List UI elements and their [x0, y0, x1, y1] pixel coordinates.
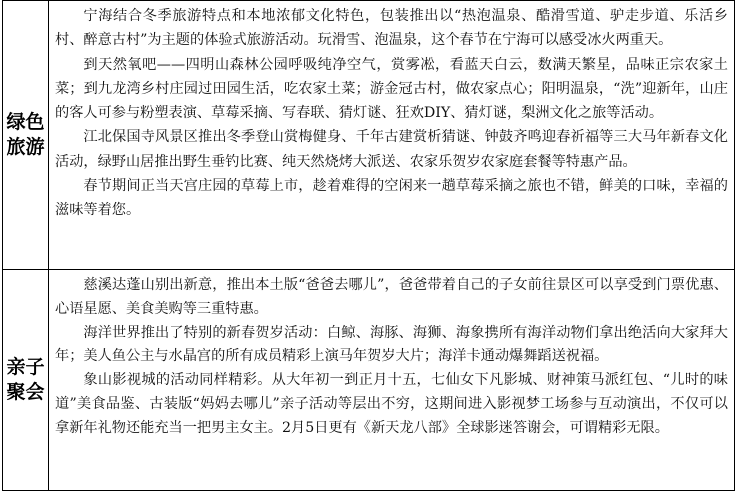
paragraph: 春节期间正当天宫庄园的草莓上市，趁着难得的空闲来一趟草莓采摘之旅也不错，鲜美的口味，幸福的滋味等着您。: [55, 178, 728, 219]
row-label-family-gathering: 亲子聚会: [6, 356, 45, 403]
table-row-green-tourism: [3, 1, 734, 270]
row-content-green-tourism: [55, 4, 728, 223]
table-row-family-gathering: [3, 270, 734, 490]
paragraph: 海洋世界推出了特别的新春贺岁活动：白鲸、海豚、海狮、海象携所有海洋动物们拿出绝活向大家拜大年；美人鱼公主与水晶宫的所有成员精彩上演马年贺岁大片；海洋卡通动爆舞蹈送祝福。: [55, 324, 728, 365]
paragraph: 宁海结合冬季旅游特点和本地浓郁文化特色，包装推出以“热泡温泉、酷滑雪道、驴走步道、乐活乡村、醉意古村”为主题的体验式旅游活动。玩滑雪、泡温泉，这个春节在宁海可以感受冰火两重天。: [55, 8, 728, 49]
paragraph: 到天然氧吧——四明山森林公园呼吸纯净空气，赏雾凇，看蓝天白云，数满天繁星，品味正宗农家土菜；到九龙湾乡村庄园过田园生活，吃农家土菜；游金冠古村，做农家点心；阳明温泉，“洗”迎新年，山庄的客人可参与粉塑表演、草莓采摘、写春联、猜灯谜、狂欢DIY、猜灯谜，梨洲文化之旅等活动。: [55, 56, 728, 122]
paragraph: 江北保国寺风景区推出冬季登山赏梅健身、千年古建赏析猜谜、钟鼓齐鸣迎春祈福等三大马年新春文化活动，绿野山居推出野生垂钓比赛、纯天然烧烤大派送、农家乐贺岁农家庭套餐等特惠产品。: [55, 129, 728, 170]
row-content-family-gathering: [55, 274, 728, 441]
paragraph: 慈溪达蓬山别出新意，推出本土版“爸爸去哪儿”，爸爸带着自己的子女前往景区可以享受到门票优惠、心语星愿、美食美购等三重特惠。: [55, 277, 728, 317]
row-label-green-tourism: 绿色旅游: [6, 111, 45, 158]
activity-table: [2, 0, 735, 491]
paragraph: 象山影视城的活动同样精彩。从大年初一到正月十五，七仙女下凡影城、财神策马派红包、“儿时的味道”美食品鉴、古装版“妈妈去哪儿”亲子活动等层出不穷，这期间进入影视梦工场参与互动演出，不仅可以拿新年礼物还能充当一把男主女主。2月5日更有《新天龙八部》全球影迷答谢会，可谓精彩无限。: [55, 372, 728, 436]
row-label-cell: [3, 270, 49, 490]
row-label-cell: [3, 1, 49, 269]
